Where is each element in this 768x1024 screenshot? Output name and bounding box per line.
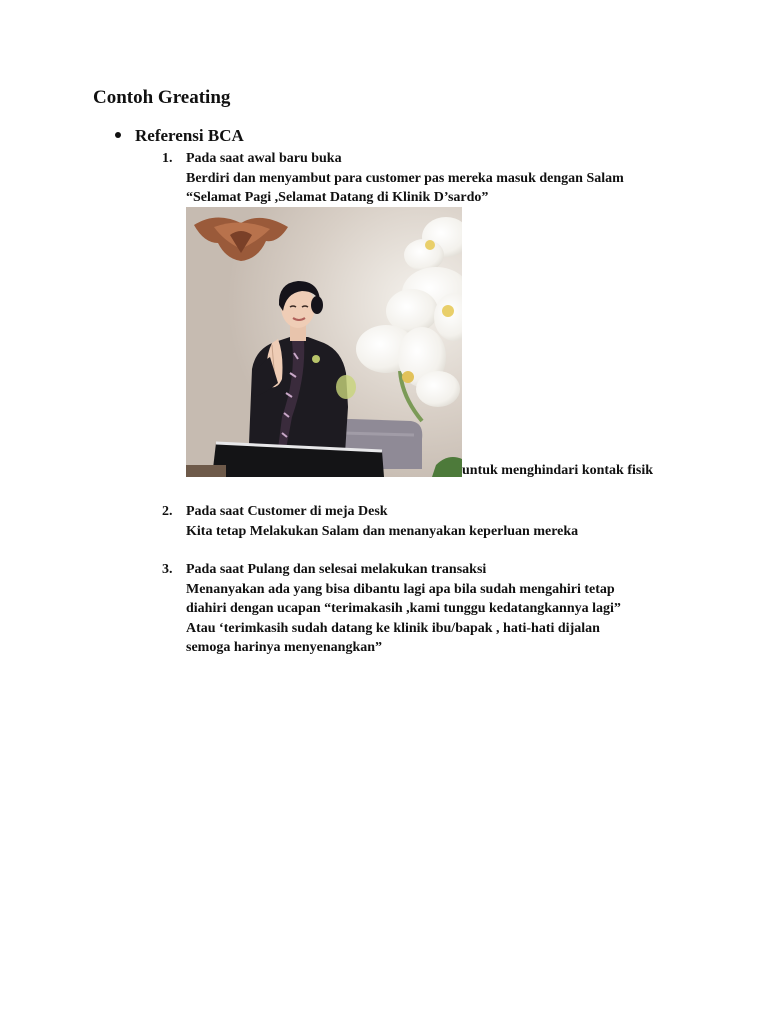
bullet-dot-icon bbox=[115, 132, 121, 138]
list-item-line: Kita tetap Melakukan Salam dan menanyakan keperluan mereka bbox=[186, 523, 579, 539]
list-item-heading: Pada saat awal baru buka bbox=[186, 151, 342, 166]
list-item-line: Menanyakan ada yang bisa dibantu lagi apa bila sudah mengahiri tetap bbox=[186, 581, 615, 597]
document-title: Contoh Greating bbox=[93, 87, 231, 108]
list-item-body bbox=[186, 149, 686, 208]
bullet-label: Referensi BCA bbox=[135, 126, 244, 145]
list-item-body bbox=[186, 560, 686, 658]
list-number: 2. bbox=[162, 504, 173, 519]
list-number: 3. bbox=[162, 562, 173, 577]
after-image-text: untuk menghindari kontak fisik bbox=[462, 463, 654, 478]
list-item-line: Atau ‘terimkasih sudah datang ke klinik ibu/bapak , hati-hati dijalan bbox=[186, 620, 600, 636]
bullet-item-referensi bbox=[115, 126, 244, 146]
list-item-line: “Selamat Pagi ,Selamat Datang di Klinik D’sardo” bbox=[186, 190, 489, 205]
list-item-line: Berdiri dan menyambut para customer pas mereka masuk dengan Salam bbox=[186, 170, 624, 186]
list-item-heading: Pada saat Pulang dan selesai melakukan transaksi bbox=[186, 562, 487, 577]
list-item-line: diahiri dengan ucapan “terimakasih ,kami tunggu kedatangkannya lagi” bbox=[186, 601, 621, 616]
list-item-line: semoga harinya menyenangkan” bbox=[186, 640, 383, 655]
list-item-heading: Pada saat Customer di meja Desk bbox=[186, 504, 388, 519]
receptionist-greeting-photo bbox=[186, 207, 462, 477]
list-number: 1. bbox=[162, 151, 173, 166]
list-item-body bbox=[186, 502, 686, 541]
